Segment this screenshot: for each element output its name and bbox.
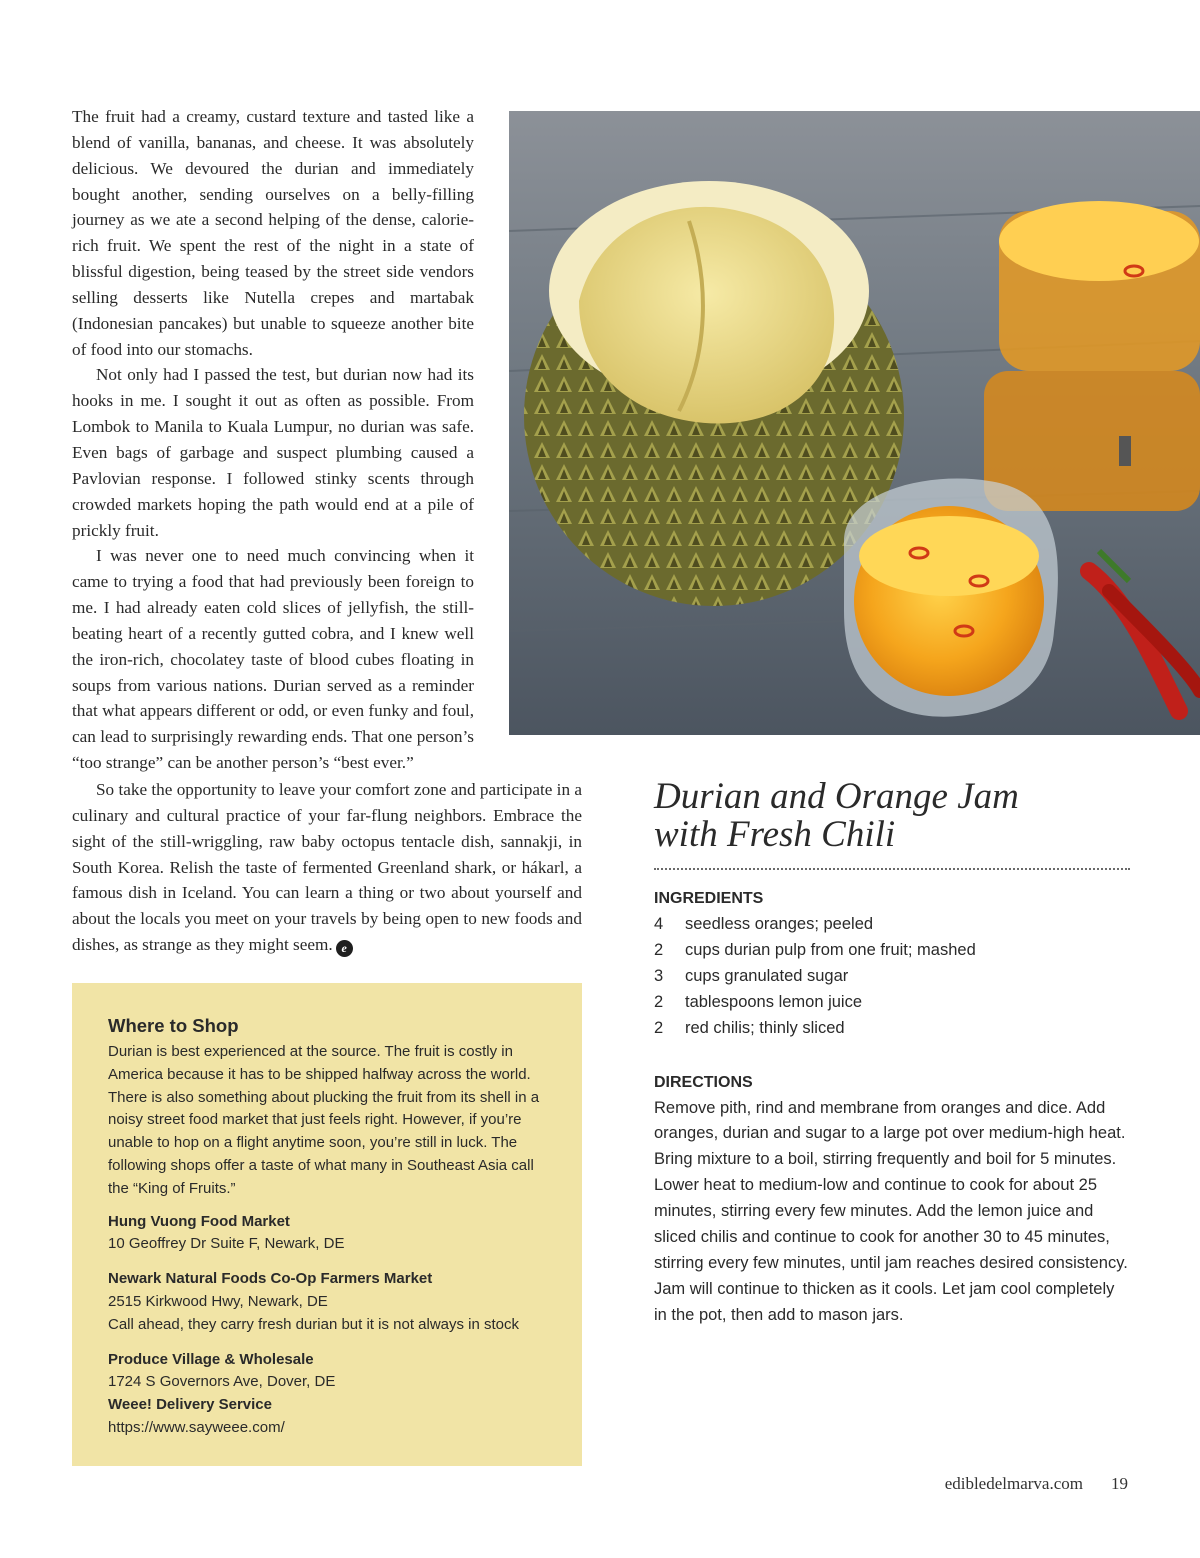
shop-name: Weee! Delivery Service xyxy=(108,1396,272,1414)
recipe-title-line: Durian and Orange Jam xyxy=(654,776,1019,817)
article-paragraph-text: So take the opportunity to leave your comfort zone and participate in a culinary and cultural practice of your far-flung neighbors. Embrace the sight of the still-wriggling, raw baby octopus tentacle dish, sannakji, in South Korea. Relish the taste of fermented Greenland shark, or hákarl, a famous dish in Iceland. You can learn a thing or two about yourself and about the locals you meet on your travels by being open to new foods and dishes, as strange as they might seem. xyxy=(72,780,582,955)
ingredient-row xyxy=(654,912,1130,938)
directions-heading: DIRECTIONS xyxy=(654,1073,753,1091)
directions-text: Remove pith, rind and membrane from oranges and dice. Add oranges, durian and sugar to a large pot over medium-high heat. Bring mixture to a boil, stirring frequently and boil for 5 minutes. Lower heat to medium-low and continue to cook for about 25 minutes, stirring every few minutes. Add the lemon juice and sliced chilis and continue to cook for another 30 to 45 minutes, stirring every few minutes, until jam reaches desired consistency. Jam will continue to thicken as it cools. Let jam cool completely in the pot, then add to mason jars. xyxy=(654,1098,1128,1324)
ingredient-item: seedless oranges; peeled xyxy=(685,915,874,933)
shop-note: Call ahead, they carry fresh durian but it is not always in stock xyxy=(108,1315,520,1333)
ingredient-qty: 2 xyxy=(654,940,664,959)
shop-address: 2515 Kirkwood Hwy, Newark, DE xyxy=(108,1292,328,1310)
dotted-divider xyxy=(654,868,1130,870)
ingredient-qty: 3 xyxy=(654,966,664,985)
article-paragraph: Not only had I passed the test, but durian now had its hooks in me. I sought it out as often as possible. From Lombok to Manila to Kuala Lumpur, no durian was safe. Even bags of garbage and suspect plumbing caused a Pavlovian response. I followed stinky scents through crowded markets hoping the path would end at a pile of prickly fruit. xyxy=(72,365,474,540)
shop-name: Produce Village & Wholesale xyxy=(108,1350,314,1368)
article-wide-block xyxy=(72,777,582,958)
ingredients-heading: INGREDIENTS xyxy=(654,890,764,907)
shop-name: Hung Vuong Food Market xyxy=(108,1212,290,1230)
where-to-shop-box xyxy=(72,983,582,1466)
ingredient-row xyxy=(654,938,1130,964)
ingredient-qty: 2 xyxy=(654,992,664,1011)
page-number: 19 xyxy=(1111,1474,1128,1493)
shop-entry xyxy=(108,1211,548,1257)
ingredient-row xyxy=(654,1016,1130,1042)
shop-entry xyxy=(108,1349,548,1395)
recipe-title-line: with Fresh Chili xyxy=(654,814,896,855)
ingredient-item: tablespoons lemon juice xyxy=(685,992,863,1011)
recipe-block xyxy=(654,778,1130,1329)
ingredient-item: cups durian pulp from one fruit; mashed xyxy=(685,940,976,959)
durian-jam-photo xyxy=(509,111,1200,735)
shop-entry xyxy=(108,1394,548,1440)
article-paragraph-final xyxy=(72,777,582,958)
ingredient-qty: 2 xyxy=(654,1018,664,1037)
page-footer xyxy=(945,1474,1128,1494)
shop-url[interactable]: https://www.sayweee.com/ xyxy=(108,1418,285,1436)
footer-site[interactable]: edibledelmarva.com xyxy=(944,1474,1083,1493)
shop-address: 1724 S Governors Ave, Dover, DE xyxy=(108,1373,336,1391)
recipe-title xyxy=(654,778,1130,854)
ingredient-row xyxy=(654,990,1130,1016)
ingredients-list xyxy=(654,912,1130,1042)
ingredient-qty: 4 xyxy=(654,915,664,933)
ingredient-row xyxy=(654,964,1130,990)
sidebar-intro: Durian is best experienced at the source. The fruit is costly in America because it has to be shipped halfway across the world. There is also something about plucking the fruit from its shell in a noisy street food market that just feels right. However, if you’re unable to hop on a flight anytime soon, you’re still in luck. The following shops offer a taste of what many in Southeast Asia call the “King of Fruits.” xyxy=(108,1043,540,1197)
article-column xyxy=(72,104,474,776)
shop-address: 10 Geoffrey Dr Suite F, Newark, DE xyxy=(108,1235,345,1253)
article-paragraph: I was never one to need much convincing when it came to trying a food that had previously been foreign to me. I had already eaten cold slices of jellyfish, the still-beating heart of a recently gutted cobra, and I knew well the iron-rich, chocolatey taste of blood cubes floating in soups from various nations. Durian served as a reminder that what appears different or odd, or even funky and foul, can lead to surprisingly rewarding ends. That one person’s “too strange” can be another person’s “best ever.” xyxy=(72,546,474,773)
end-mark-icon: e xyxy=(336,940,353,957)
durian-jam-illustration xyxy=(509,111,1200,735)
shop-entry xyxy=(108,1268,548,1336)
ingredient-item: cups granulated sugar xyxy=(685,966,849,985)
sidebar-title: Where to Shop xyxy=(108,1015,239,1036)
article-paragraph: The fruit had a creamy, custard texture and tasted like a blend of vanilla, bananas, and cheese. It was absolutely delicious. We devoured the durian and immediately bought another, sending ourselves on a belly-filling journey as we ate a second helping of the dense, calorie-rich fruit. We spent the rest of the night in a state of blissful digestion, being teased by the street side vendors selling desserts like Nutella crepes and martabak (Indonesian pancakes) but unable to squeeze another bite of food into our stomachs. xyxy=(72,107,474,359)
ingredient-item: red chilis; thinly sliced xyxy=(685,1018,845,1037)
shop-name: Newark Natural Foods Co-Op Farmers Market xyxy=(108,1270,433,1288)
